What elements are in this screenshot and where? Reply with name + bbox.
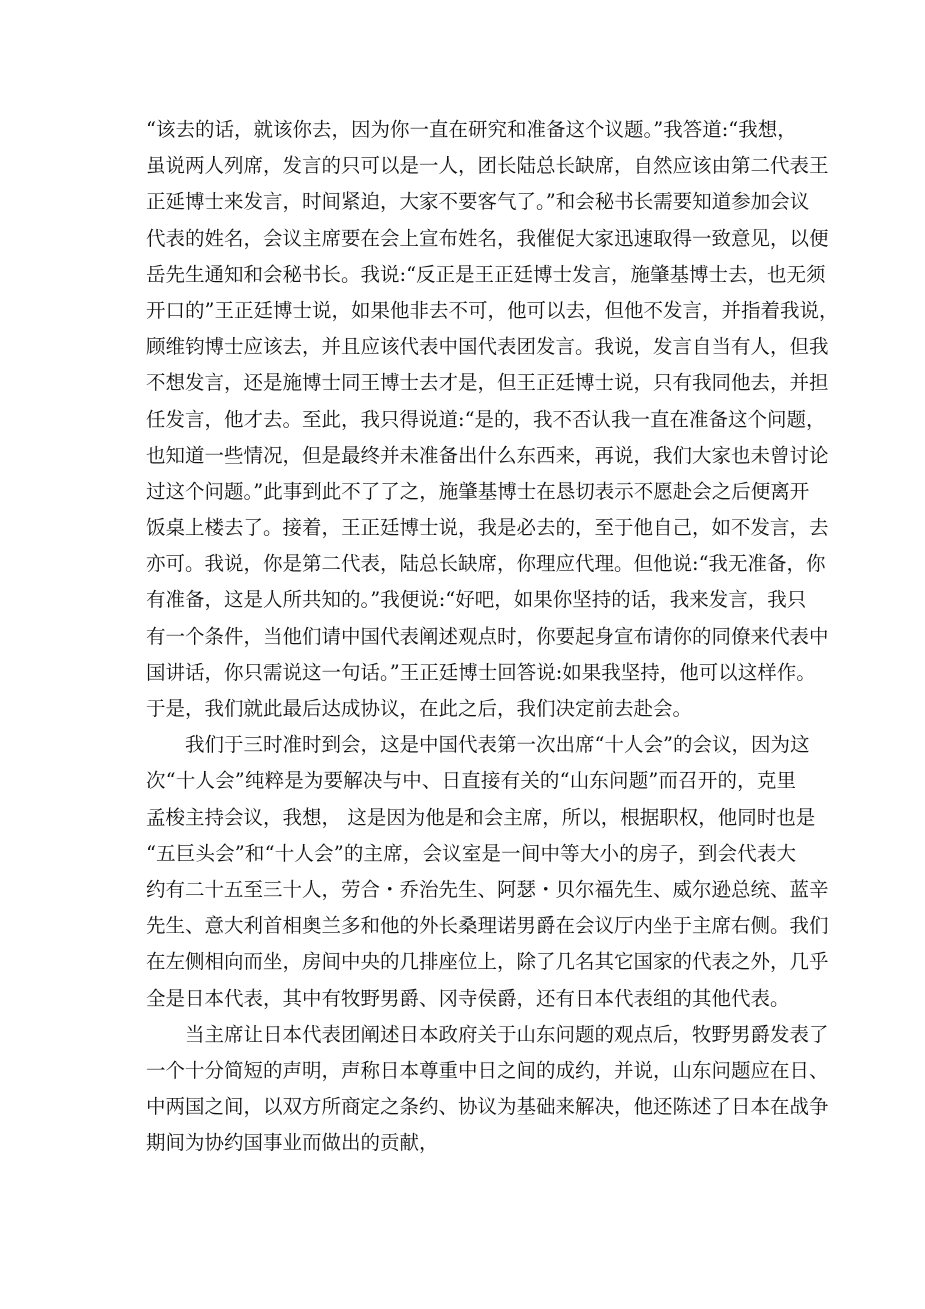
text-line: 亦可。我说，你是第二代表，陆总长缺席，你理应代理。但他说:“我无准备，你 bbox=[146, 552, 826, 576]
text-line: 虽说两人列席，发言的只可以是一人，团长陆总长缺席，自然应该由第二代表王 bbox=[146, 154, 829, 178]
text-line: 约有二十五至三十人，劳合・乔治先生、阿瑟・贝尔福先生、威尔逊总统、蓝辛 bbox=[146, 877, 829, 901]
text-line: 次“十人会”纯粹是为要解决与中、日直接有关的“山东问题”而召开的，克里 bbox=[146, 769, 796, 793]
text-line: 国讲话，你只需说这一句话。”王正廷博士回答说:如果我坚持，他可以这样作。 bbox=[146, 660, 816, 684]
document-body bbox=[146, 112, 839, 1161]
paragraph bbox=[146, 112, 839, 727]
text-line: “该去的话，就该你去，因为你一直在研究和准备这个议题。”我答道:“我想， bbox=[146, 118, 797, 141]
text-line: 过这个问题。”此事到此不了了之，施肇基博士在恳切表示不愿赴会之后便离开 bbox=[146, 479, 810, 503]
text-line: 于是，我们就此最后达成协议，在此之后，我们决定前去赴会。 bbox=[146, 697, 693, 720]
text-line: 岳先生通知和会秘书长。我说:“反正是王正廷博士发言，施肇基博士去，也无须 bbox=[146, 262, 826, 286]
text-line: 当主席让日本代表团阐述日本政府关于山东问题的观点后，牧野男爵发表了 bbox=[185, 1022, 829, 1046]
text-line: 期间为协约国事业而做出的贡献， bbox=[146, 1131, 439, 1155]
text-line: 中两国之间，以双方所商定之条约、协议为基础来解决，他还陈述了日本在战争 bbox=[146, 1095, 829, 1119]
text-line: “五巨头会”和“十人会”的主席，会议室是一间中等大小的房子，到会代表大 bbox=[146, 841, 796, 865]
text-line: 开口的”王正廷博士说，如果他非去不可，他可以去，但他不发言，并指着我说， bbox=[146, 298, 839, 322]
text-line: 一个十分简短的声明，声称日本尊重中日之间的成约，并说，山东问题应在日、 bbox=[146, 1058, 829, 1082]
text-line: 在左侧相向而坐，房间中央的几排座位上，除了几名其它国家的代表之外，几乎 bbox=[146, 950, 829, 974]
text-line: 我们于三时准时到会，这是中国代表第一次出席“十人会”的会议，因为这 bbox=[185, 733, 810, 757]
paragraph bbox=[146, 1017, 829, 1162]
text-line: 正延博士来发言，时间紧迫，大家不要客气了。”和会秘书长需要知道参加会议 bbox=[146, 190, 810, 214]
text-line: 先生、意大利首相奥兰多和他的外长桑理诺男爵在会议厅内坐于主席右侧。我们 bbox=[146, 914, 829, 938]
text-line: 有一个条件，当他们请中国代表阐述观点时，你要起身宣布请你的同僚来代表中 bbox=[146, 624, 829, 648]
text-line: 饭桌上楼去了。接着，王正廷博士说，我是必去的，至于他自己，如不发言，去 bbox=[146, 516, 829, 540]
text-line: 不想发言，还是施博士同王博士去才是，但王正廷博士说，只有我同他去，并担 bbox=[146, 371, 829, 395]
text-line: 全是日本代表，其中有牧野男爵、冈寺侯爵，还有日本代表组的其他代表。 bbox=[146, 986, 790, 1010]
text-line: 代表的姓名，会议主席要在会上宣布姓名，我催促大家迅速取得一致意见，以便 bbox=[146, 226, 829, 250]
text-line: 有准备，这是人所共知的。”我便说:“好吧，如果你坚持的话，我来发言，我只 bbox=[146, 588, 807, 612]
text-line: 也知道一些情况，但是最终并未准备出什么东西来，再说，我们大家也未曾讨论 bbox=[146, 443, 829, 467]
text-line: 任发言，他才去。至此，我只得说道:“是的，我不否认我一直在准备这个问题， bbox=[146, 407, 826, 431]
paragraph bbox=[146, 727, 829, 1017]
text-line: 顾维钧博士应该去，并且应该代表中国代表团发言。我说，发言自当有人，但我 bbox=[146, 335, 829, 359]
text-line: 孟梭主持会议，我想， 这是因为他是和会主席，所以，根据职权，他同时也是 bbox=[146, 805, 816, 829]
